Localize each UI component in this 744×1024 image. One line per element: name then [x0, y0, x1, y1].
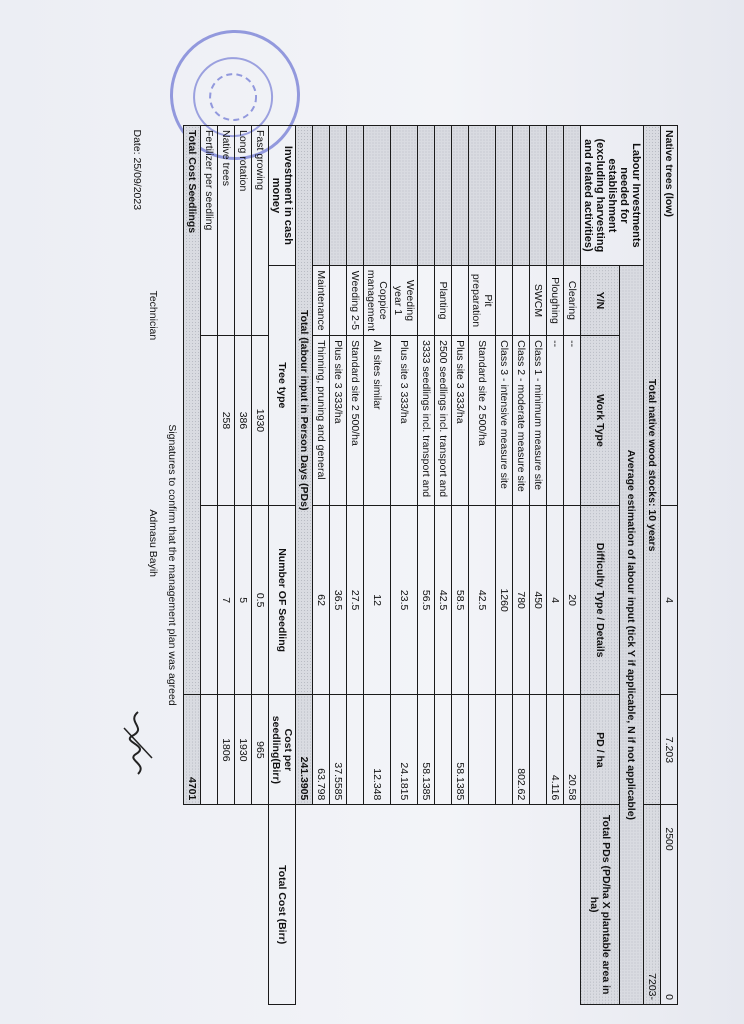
pd-ha-cell: 27.5 [347, 505, 364, 695]
table-row [218, 126, 235, 1005]
native-trees-value-3: 2500 [663, 827, 675, 851]
cost-per-seedling-cell: 5 [235, 505, 252, 695]
pd-ha-cell: 23.5 [391, 505, 418, 695]
table-row [364, 126, 391, 1005]
pd-ha-cell: 780 [513, 505, 530, 695]
native-trees-value-4: 0 [663, 994, 675, 1000]
difficulty-cell: All sites similar [364, 336, 391, 506]
work-type-cell [330, 265, 347, 335]
total-native-wood-value: 7203- [644, 805, 661, 1005]
difficulty-cell: 2500 seedlings incl. transport and [435, 336, 452, 506]
difficulty-cell: Plus site 3 333/ha [452, 336, 469, 506]
total-pds-cell: 802.62 [513, 695, 530, 805]
cost-per-seedling-cell: 0.5 [252, 505, 269, 695]
total-cost-cell: 1930 [235, 695, 252, 805]
yn-cell [513, 126, 530, 266]
native-trees-label: Native trees (low) [661, 126, 678, 506]
difficulty-cell: Class 3 - intensive measure site [496, 336, 513, 506]
total-cost-header: Total Cost (Birr) [269, 805, 296, 1005]
seedling-number-cell: 258 [218, 336, 235, 506]
yn-cell [469, 126, 496, 266]
yn-cell [496, 126, 513, 266]
difficulty-cell: Class 2 - moderate measure site [513, 336, 530, 506]
total-pds-cell: 20.58 [564, 695, 581, 805]
yn-cell [564, 126, 581, 266]
table-row [161, 126, 184, 1005]
cost-per-seedling-header: Cost per seedling(Birr) [269, 695, 296, 805]
pd-ha-cell: 20 [564, 505, 581, 695]
yn-cell [418, 126, 435, 266]
difficulty-cell: Class 1 - minimum measure site [530, 336, 547, 506]
total-pds-cell: 12.348 [364, 695, 391, 805]
total-cost-seedlings-label: Total Cost Seedlings [184, 126, 201, 695]
difficulty-cell: -- [547, 336, 564, 506]
work-type-cell [418, 265, 435, 335]
work-type-header: Work Type [581, 336, 620, 506]
yn-cell [547, 126, 564, 266]
table-row [530, 126, 547, 1005]
work-type-cell: Weeding year 1 [391, 265, 418, 335]
native-trees-value-1: 4 [661, 505, 678, 695]
work-type-cell: Clearing [564, 265, 581, 335]
yn-cell [313, 126, 330, 266]
difficulty-cell: Plus site 3 333/ha [330, 336, 347, 506]
seedling-number-cell [201, 336, 218, 506]
signature-date: Date: 25/09/2023 [131, 129, 143, 211]
seedling-number-cell: 1930 [252, 336, 269, 506]
labour-section-label: Labour Investments needed for establishment (excluding harvesting and related activities) [581, 126, 644, 266]
work-type-cell: Maintenance [313, 265, 330, 335]
pd-ha-cell: 450 [530, 505, 547, 695]
labour-investment-table [129, 125, 678, 1005]
total-pds-cell: 37.5585 [330, 695, 347, 805]
difficulty-cell: 3333 seedlings incl. transport and [418, 336, 435, 506]
table-row [547, 126, 564, 1005]
work-type-cell [513, 265, 530, 335]
table-row [313, 126, 330, 1005]
table-row [252, 126, 269, 1005]
pd-ha-cell: 36.5 [330, 505, 347, 695]
total-cost-seedlings-value: 4701 [184, 695, 201, 805]
yn-cell [330, 126, 347, 266]
pd-ha-cell: 56.5 [418, 505, 435, 695]
pd-ha-cell: 42.5 [469, 505, 496, 695]
labour-total-label: Total (labour input in Person Days (PDs) [296, 126, 313, 695]
labour-total-value: 241.3905 [296, 695, 313, 805]
seedling-number-cell: 386 [235, 336, 252, 506]
table-row [269, 126, 296, 1005]
table-row [564, 126, 581, 1005]
tree-type-header: Tree type [269, 265, 296, 505]
work-type-cell: SWCM [530, 265, 547, 335]
difficulty-cell: Standard site 2 500/ha [347, 336, 364, 506]
table-row [296, 126, 313, 1005]
table-row [435, 126, 452, 1005]
work-type-cell [496, 265, 513, 335]
table-row [184, 126, 201, 1005]
table-row [235, 126, 252, 1005]
cash-section-label: Investment in cash money [269, 126, 296, 266]
yn-cell [347, 126, 364, 266]
total-cost-cell: 965 [252, 695, 269, 805]
pd-ha-cell: 62 [313, 505, 330, 695]
tree-type-cell: Fertilizer per seedling [201, 126, 218, 336]
yn-header: Y/N [581, 265, 620, 335]
total-pds-cell [469, 695, 496, 805]
total-pds-cell [496, 695, 513, 805]
difficulty-cell: -- [564, 336, 581, 506]
total-cost-cell: 1806 [218, 695, 235, 805]
work-type-cell: Ploughing [547, 265, 564, 335]
pd-ha-cell: 58.5 [452, 505, 469, 695]
pd-ha-cell: 1260 [496, 505, 513, 695]
pd-ha-cell: 12 [364, 505, 391, 695]
yn-cell [391, 126, 418, 266]
total-native-wood-label: Total native wood stocks: 10 years [644, 126, 661, 805]
table-row [452, 126, 469, 1005]
table-row [347, 126, 364, 1005]
total-pds-cell [435, 695, 452, 805]
table-row [391, 126, 418, 1005]
total-pds-header: Total PDs (PD/ha X plantable area in ha) [581, 805, 620, 1005]
work-type-cell: Weeding 2-5 [347, 265, 364, 335]
total-pds-cell: 24.1815 [391, 695, 418, 805]
handwritten-signature [118, 708, 158, 778]
table-row [644, 126, 661, 1005]
yn-cell [452, 126, 469, 266]
signatures-heading: Signatures to confirm that the management plan was agreed [166, 424, 178, 706]
work-type-cell: Planting [435, 265, 452, 335]
yn-cell [435, 126, 452, 266]
difficulty-header: Difficulty Type / Details [581, 505, 620, 695]
difficulty-cell: Thinning, pruning and general [313, 336, 330, 506]
tree-type-cell: Long rotation [235, 126, 252, 336]
work-type-cell [452, 265, 469, 335]
technician-name: Admasu Bayih [147, 509, 159, 578]
total-pds-cell [530, 695, 547, 805]
pd-ha-cell: 4 [547, 505, 564, 695]
table-row [145, 126, 161, 1005]
pd-ha-header: PD / ha [581, 695, 620, 805]
table-row [513, 126, 530, 1005]
difficulty-cell: Standard site 2 500/ha [469, 336, 496, 506]
table-row [201, 126, 218, 1005]
total-pds-cell [347, 695, 364, 805]
cost-per-seedling-cell [201, 505, 218, 695]
cost-per-seedling-cell: 7 [218, 505, 235, 695]
tree-type-cell: Fast growing [252, 126, 269, 336]
total-pds-cell: 63.798 [313, 695, 330, 805]
total-pds-cell: 58.1385 [452, 695, 469, 805]
seedling-number-header: Number OF Seedling [269, 505, 296, 695]
rotated-form [131, 125, 678, 1005]
table-row [129, 126, 145, 1005]
yn-cell [530, 126, 547, 266]
technician-label: Technician [147, 290, 159, 341]
table-row [418, 126, 435, 1005]
table-row [496, 126, 513, 1005]
table-row [661, 126, 678, 1005]
labour-title: Average estimation of labour input (tick Y if applicable, N if not applicable) [619, 265, 643, 1004]
work-type-cell: Pit preparation [469, 265, 496, 335]
total-pds-cell: 58.1385 [418, 695, 435, 805]
table-row [469, 126, 496, 1005]
tree-type-cell: Native trees [218, 126, 235, 336]
work-type-cell: Coppice management [364, 265, 391, 335]
native-trees-value-2: 7.203 [661, 695, 678, 805]
total-cost-cell [201, 695, 218, 805]
table-row [330, 126, 347, 1005]
difficulty-cell: Plus site 3 333/ha [391, 336, 418, 506]
pd-ha-cell: 42.5 [435, 505, 452, 695]
table-row [619, 126, 643, 1005]
total-pds-cell: 4.116 [547, 695, 564, 805]
yn-cell [364, 126, 391, 266]
